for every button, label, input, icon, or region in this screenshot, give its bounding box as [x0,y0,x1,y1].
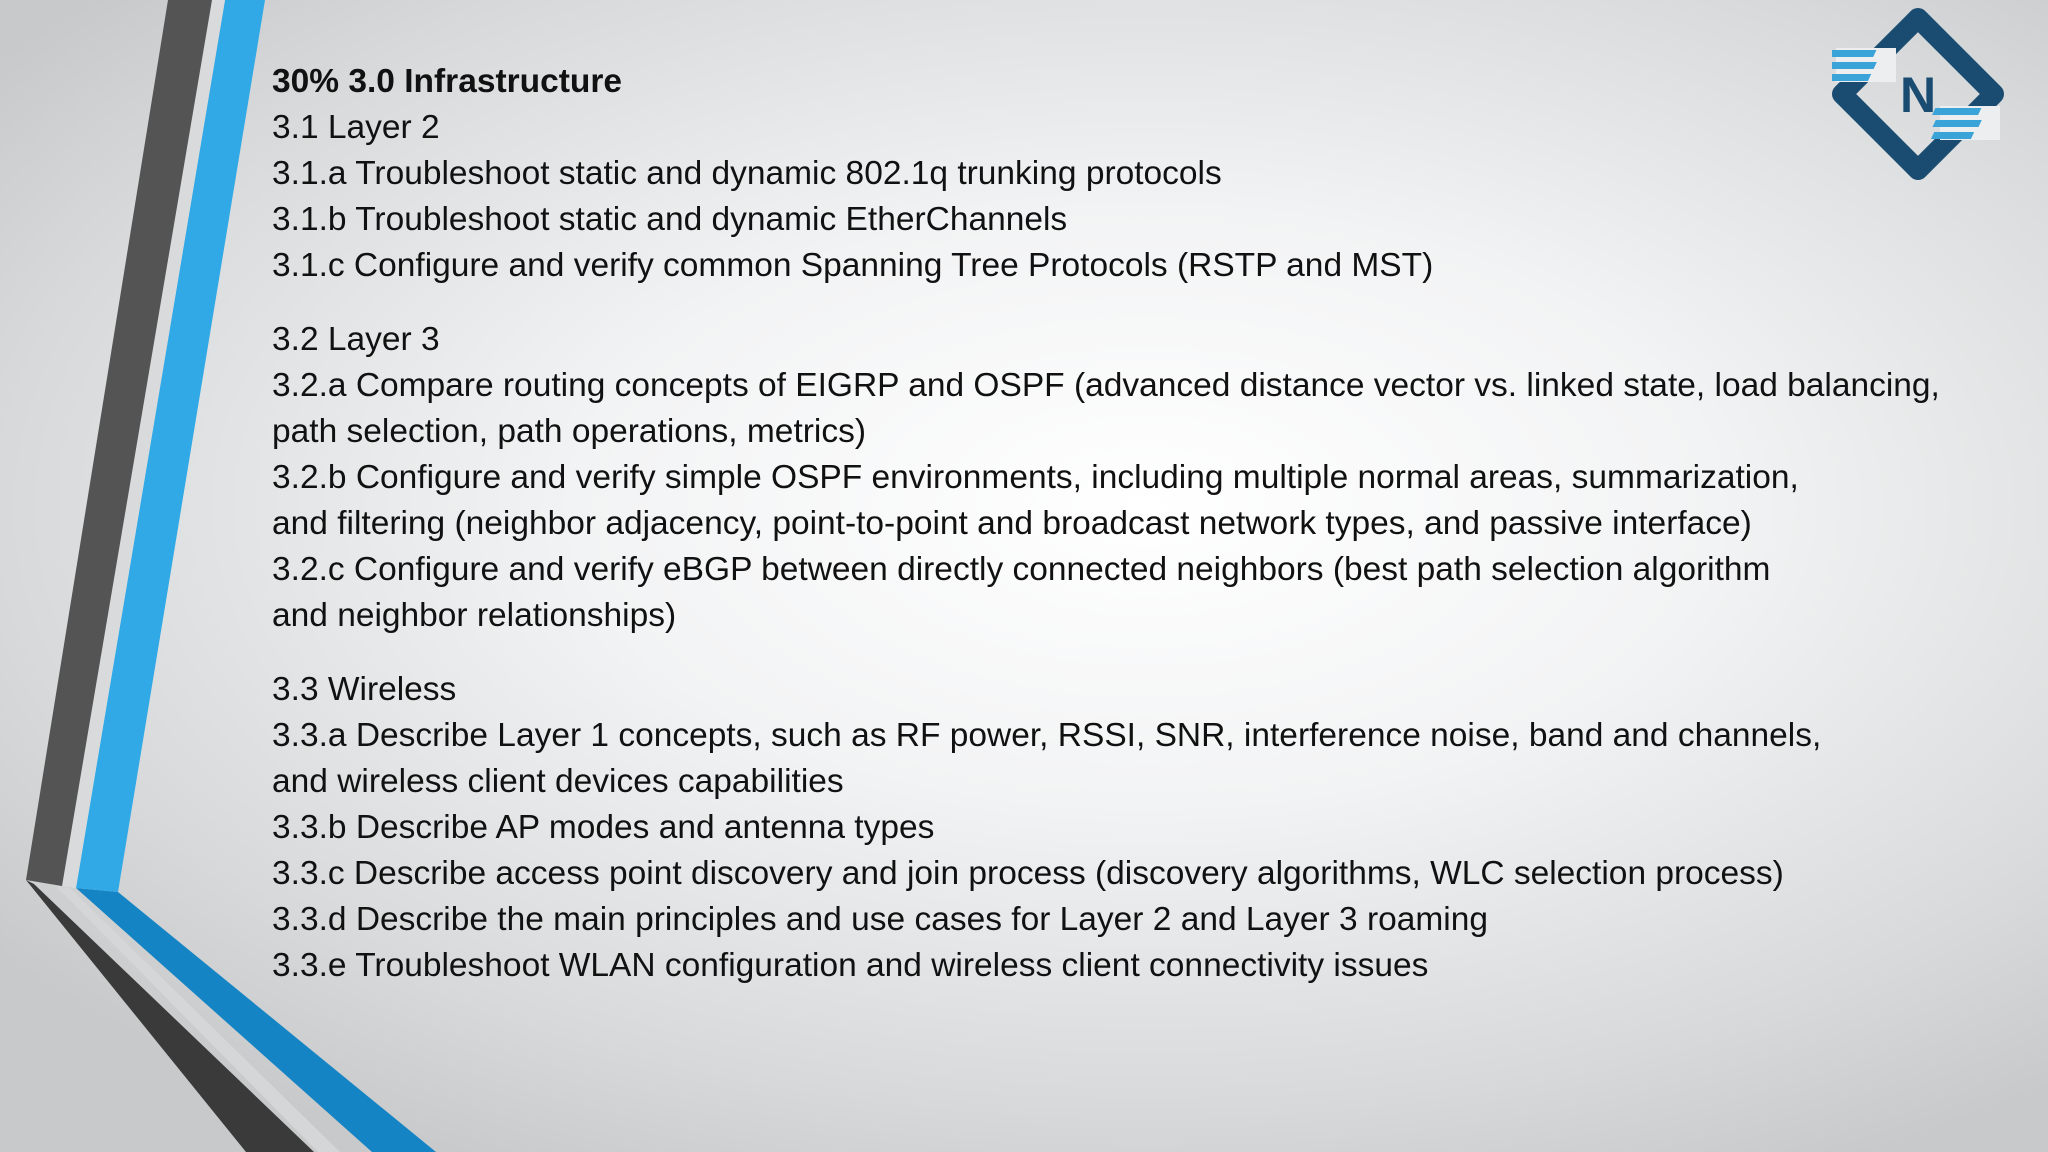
slide-content [272,59,1992,989]
bullet-line: 3.1.a Troubleshoot static and dynamic 802.1q trunking protocols [272,155,1222,192]
section-spacer [272,289,1992,317]
logo-letter: N [1899,67,1937,123]
bullet-line: 3.2.a Compare routing concepts of EIGRP and OSPF (advanced distance vector vs. linked state, load balancing, [272,367,1940,404]
bullet-line: 3.3 Wireless [272,671,457,708]
bullet-line: path selection, path operations, metrics) [272,413,867,450]
bullet-line: and filtering (neighbor adjacency, point-to-point and broadcast network types, and passive interface) [272,505,1752,542]
bullet-line: 3.3.e Troubleshoot WLAN configuration and wireless client connectivity issues [272,947,1429,984]
slide-title: 30% 3.0 Infrastructure [272,63,623,100]
bullet-line: 3.2 Layer 3 [272,321,440,358]
section-spacer [272,639,1992,667]
bullet-line: 3.2.b Configure and verify simple OSPF environments, including multiple normal areas, summarization, [272,459,1799,496]
bullet-line: 3.3.c Describe access point discovery and join process (discovery algorithms, WLC selection process) [272,855,1784,892]
bullet-line: 3.1.b Troubleshoot static and dynamic EtherChannels [272,201,1068,238]
bullet-line: 3.1.c Configure and verify common Spanning Tree Protocols (RSTP and MST) [272,247,1434,284]
bullet-line: and wireless client devices capabilities [272,763,844,800]
bullet-line: 3.1 Layer 2 [272,109,440,146]
bullet-line: 3.2.c Configure and verify eBGP between directly connected neighbors (best path selection algorithm [272,551,1771,588]
stripe-dark-lower [26,880,314,1152]
bullet-line: 3.3.a Describe Layer 1 concepts, such as RF power, RSSI, SNR, interference noise, band and channels, [272,717,1822,754]
bullet-line: 3.3.b Describe AP modes and antenna types [272,809,935,846]
bullet-line: and neighbor relationships) [272,597,677,634]
bullet-line: 3.3.d Describe the main principles and use cases for Layer 2 and Layer 3 roaming [272,901,1488,938]
stripe-silver-upper [62,0,225,888]
